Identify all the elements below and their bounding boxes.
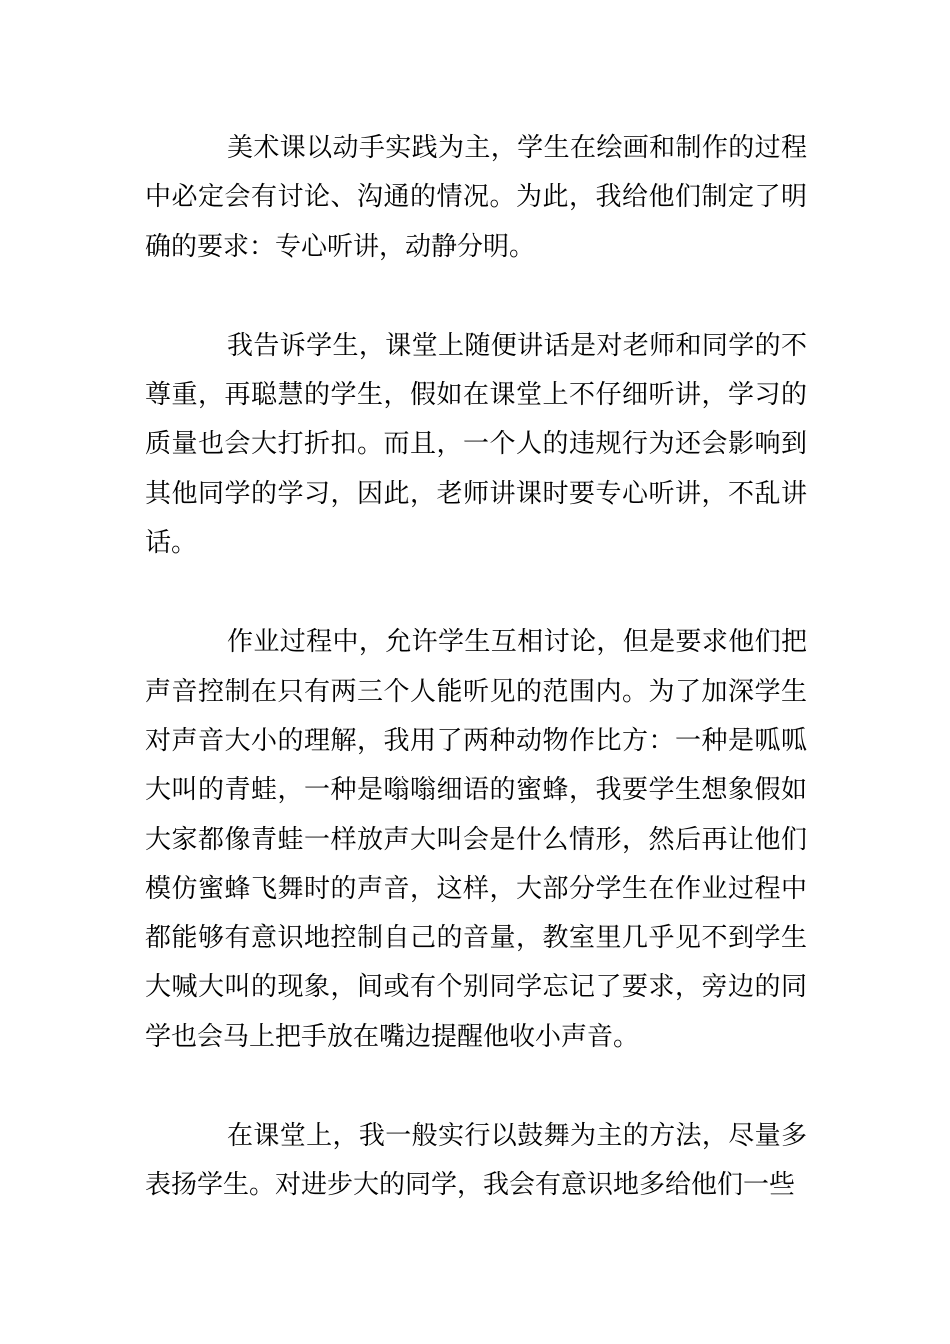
paragraph-4: 在课堂上，我一般实行以鼓舞为主的方法，尽量多表扬学生。对进步大的同学，我会有意识地多给他们一些: [145, 1121, 807, 1201]
paragraph-3: 作业过程中，允许学生互相讨论，但是要求他们把声音控制在只有两三个人能听见的范围内。为了加深学生对声音大小的理解，我用了两种动物作比方：一种是呱呱大叫的青蛙，一种是嗡嗡细语的蜜蜂，我要学生想象假如大家都像青蛙一样放声大叫会是什么情形，然后再让他们模仿蜜蜂飞舞时的声音，这样，大部分学生在作业过程中都能够有意识地控制自己的音量，教室里几乎见不到学生大喊大叫的现象，间或有个别同学忘记了要求，旁边的同学也会马上把手放在嘴边提醒他收小声音。: [145, 627, 807, 1052]
document-body: [145, 124, 807, 1211]
paragraph-1: 美术课以动手实践为主，学生在绘画和制作的过程中必定会有讨论、沟通的情况。为此，我给他们制定了明确的要求：专心听讲，动静分明。: [145, 133, 807, 262]
paragraph-2: 我告诉学生，课堂上随便讲话是对老师和同学的不尊重，再聪慧的学生，假如在课堂上不仔细听讲，学习的质量也会大打折扣。而且，一个人的违规行为还会影响到其他同学的学习，因此，老师讲课时要专心听讲，不乱讲话。: [145, 330, 807, 559]
